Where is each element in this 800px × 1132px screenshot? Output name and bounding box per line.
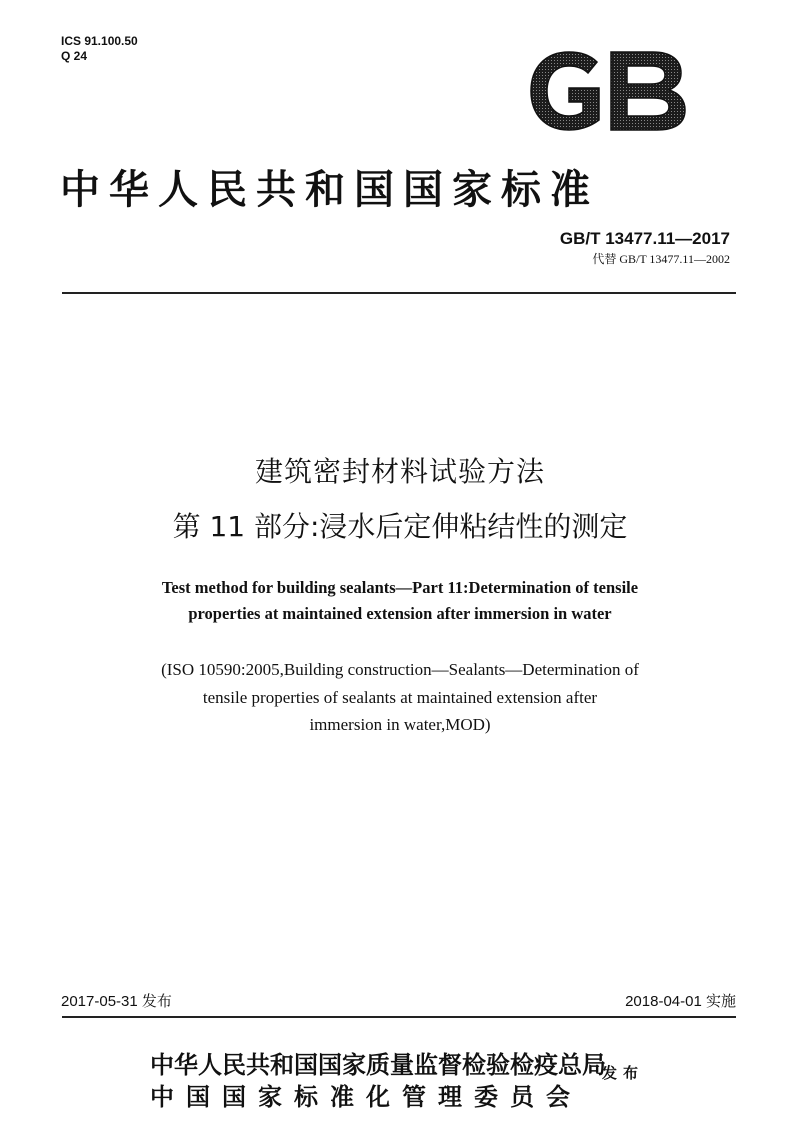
iso-reference-line1: (ISO 10590:2005,Building construction—Sealants—Determination of (161, 660, 639, 679)
title-en-line2: properties at maintained extension after immersion in water (188, 604, 612, 623)
title-zh-line2: 第 11 部分:浸水后定伸粘结性的测定 (172, 510, 628, 543)
implementation-date: 2018-04-01 实施 (625, 993, 736, 1010)
issue-date: 2017-05-31 发布 (61, 993, 172, 1010)
national-standard-title: 中华人民共和国国家标准 (60, 167, 599, 213)
gb-logo-graphic (527, 48, 689, 134)
title-en-line1: Test method for building sealants—Part 11:Determination of tensile (161, 578, 639, 597)
classification-codes (61, 34, 138, 64)
iso-reference-line3: immersion in water,MOD) (309, 715, 491, 734)
title-zh-line1: 建筑密封材料试验方法 (254, 455, 545, 488)
gb-logo (527, 48, 689, 134)
issuer-aqsiq: 中华人民共和国国家质量监督检验检疫总局 (150, 1051, 606, 1079)
replaces-standard: 代替 GB/T 13477.11—2002 (592, 252, 730, 266)
issuer-sac: 中国国家标准化管理委员会 (150, 1083, 582, 1111)
ics-code: ICS 91.100.50 (61, 34, 138, 48)
iso-reference-line2: tensile properties of sealants at maintained extension after (202, 688, 598, 707)
header-divider (62, 292, 736, 294)
standard-number: GB/T 13477.11—2017 (559, 229, 730, 248)
publish-label: 发布 (602, 1064, 645, 1082)
footer-divider (62, 1016, 736, 1018)
ccs-code: Q 24 (61, 49, 88, 63)
